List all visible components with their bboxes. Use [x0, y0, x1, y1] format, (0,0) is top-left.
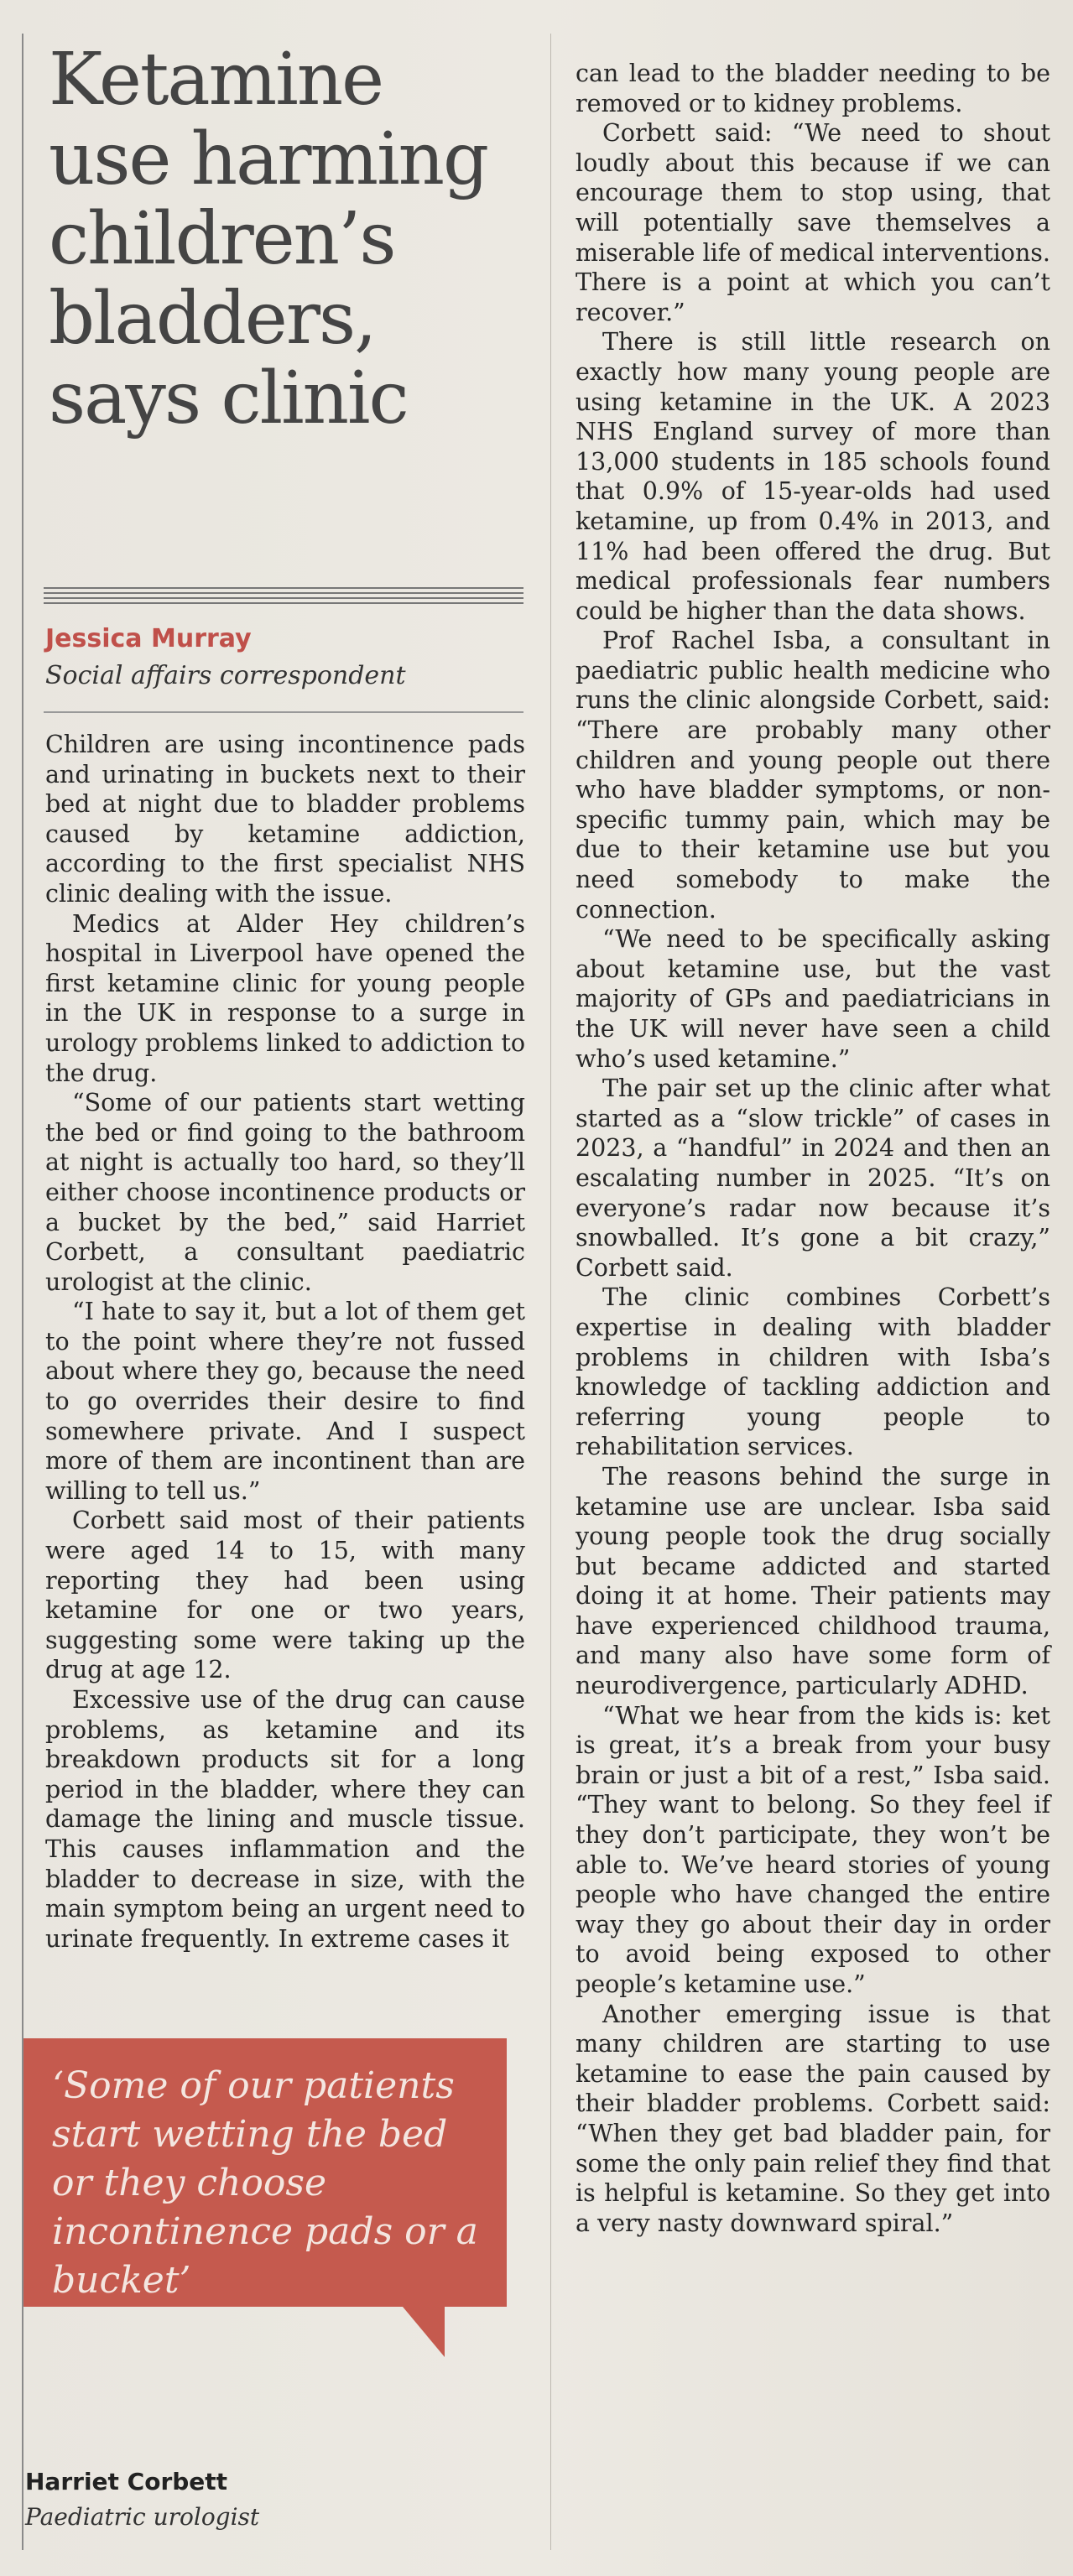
pullquote-author: Harriet Corbett: [25, 2468, 228, 2495]
paragraph: Excessive use of the drug can cause problems, as ketamine and its breakdown products sit for a long period in the bladder, where they can damage the lining and muscle tissue. This causes inflammation and the bladder to decrease in size, with the main symptom being an urgent need to urinate frequently. In extreme cases it: [45, 1686, 525, 1953]
paragraph: The clinic combines Corbett’s expertise in dealing with bladder problems in children with Isba’s knowledge of tackling addiction and referring young people to rehabilitation services.: [576, 1283, 1050, 1461]
byline-divider: [44, 711, 523, 713]
pullquote-speech-tail: [403, 2307, 445, 2357]
paragraph: “We need to be specifically asking about ketamine use, but the vast majority of GPs and paediatricians in the UK will never have seen a child who’s used ketamine.”: [576, 925, 1050, 1073]
paragraph: Children are using incontinence pads and urinating in buckets next to their bed at night due to bladder problems caused by ketamine addiction, according to the first specialist NHS clinic dealing with the issue.: [45, 731, 525, 908]
paragraph: “Some of our patients start wetting the bed or find going to the bathroom at night is actually too hard, so they’ll either choose incontinence products or a bucket by the bed,” said Harriet Corbett, a consultant paediatric urologist at the clinic.: [45, 1089, 525, 1296]
paragraph: Prof Rachel Isba, a consultant in paediatric public health medicine who runs the clinic alongside Corbett, said: “There are probably many other children and young people out there who have bladder symptoms, or non-specific tummy pain, which may be due to their ketamine use but you need somebody to make the connection.: [576, 627, 1050, 924]
paragraph: can lead to the bladder needing to be removed or to kidney problems.: [576, 60, 1050, 117]
paragraph: Corbett said: “We need to shout loudly about this because if we can encourage them to stop using, that will potentially save themselves a miserable life of medical interventions. There is a point at which you can’t recover.”: [576, 119, 1050, 326]
pullquote-role: Paediatric urologist: [25, 2503, 260, 2531]
paragraph: Corbett said most of their patients were aged 14 to 15, with many reporting they had been using ketamine for one or two years, suggesting some were taking up the drug at age 12.: [45, 1507, 525, 1684]
paragraph: There is still little research on exactly how many young people are using ketamine in the UK. A 2023 NHS England survey of more than 13,000 students in 185 schools found that 0.9% of 15-year-olds had used ketamine, up from 0.4% in 2013, and 11% had been offered the drug. But medical professionals fear numbers could be higher than the data shows.: [576, 328, 1050, 625]
paragraph: “What we hear from the kids is: ket is great, it’s a break from your busy brain or just a bit of a rest,” Isba said. “They want to belong. So they feel if they don’t participate, they won’t be able to. We’ve heard stories of young people who have changed the entire way they go about their day in order to avoid being exposed to other people’s ketamine use.”: [576, 1701, 1050, 1998]
paragraph: The reasons behind the surge in ketamine use are unclear. Isba said young people took the drug socially but became addicted and started doing it at home. Their patients may have experienced childhood trauma, and many also have some form of neurodivergence, particularly ADHD.: [576, 1462, 1050, 1700]
article-column-2: [576, 59, 1050, 2238]
paragraph: Medics at Alder Hey children’s hospital in Liverpool have opened the first ketamine clinic for young people in the UK in response to a surge in urology problems linked to addiction to the drug.: [45, 909, 525, 1087]
paragraph: Another emerging issue is that many children are starting to use ketamine to ease the pain caused by their bladder problems. Corbett said: “When they get bad bladder pain, for some the only pain relief they find that is helpful is ketamine. So they get into a very nasty downward spiral.”: [576, 2000, 1050, 2237]
paragraph: “I hate to say it, but a lot of them get to the point where they’re not fussed about where they go, because the need to go overrides their desire to find somewhere private. And I suspect more of them are incontinent than are willing to tell us.”: [45, 1298, 525, 1505]
headline: Ketamine use harming children’s bladders, says clinic: [49, 38, 488, 440]
paragraph: The pair set up the clinic after what started as a “slow trickle” of cases in 2023, a “handful” in 2024 and then an escalating number in 2025. “It’s on everyone’s radar now because it’s snowballed. It’s gone a bit crazy,” Corbett said.: [576, 1075, 1050, 1282]
byline-role: Social affairs correspondent: [45, 661, 406, 690]
article-column-1: [45, 730, 525, 1954]
pullquote-text: ‘Some of our patients start wetting the bed or they choose incontinence pads or a bucket’: [52, 2064, 478, 2302]
byline-decorative-rules: [44, 587, 523, 607]
byline-author: Jessica Murray: [45, 624, 252, 653]
column-divider: [550, 34, 551, 2550]
